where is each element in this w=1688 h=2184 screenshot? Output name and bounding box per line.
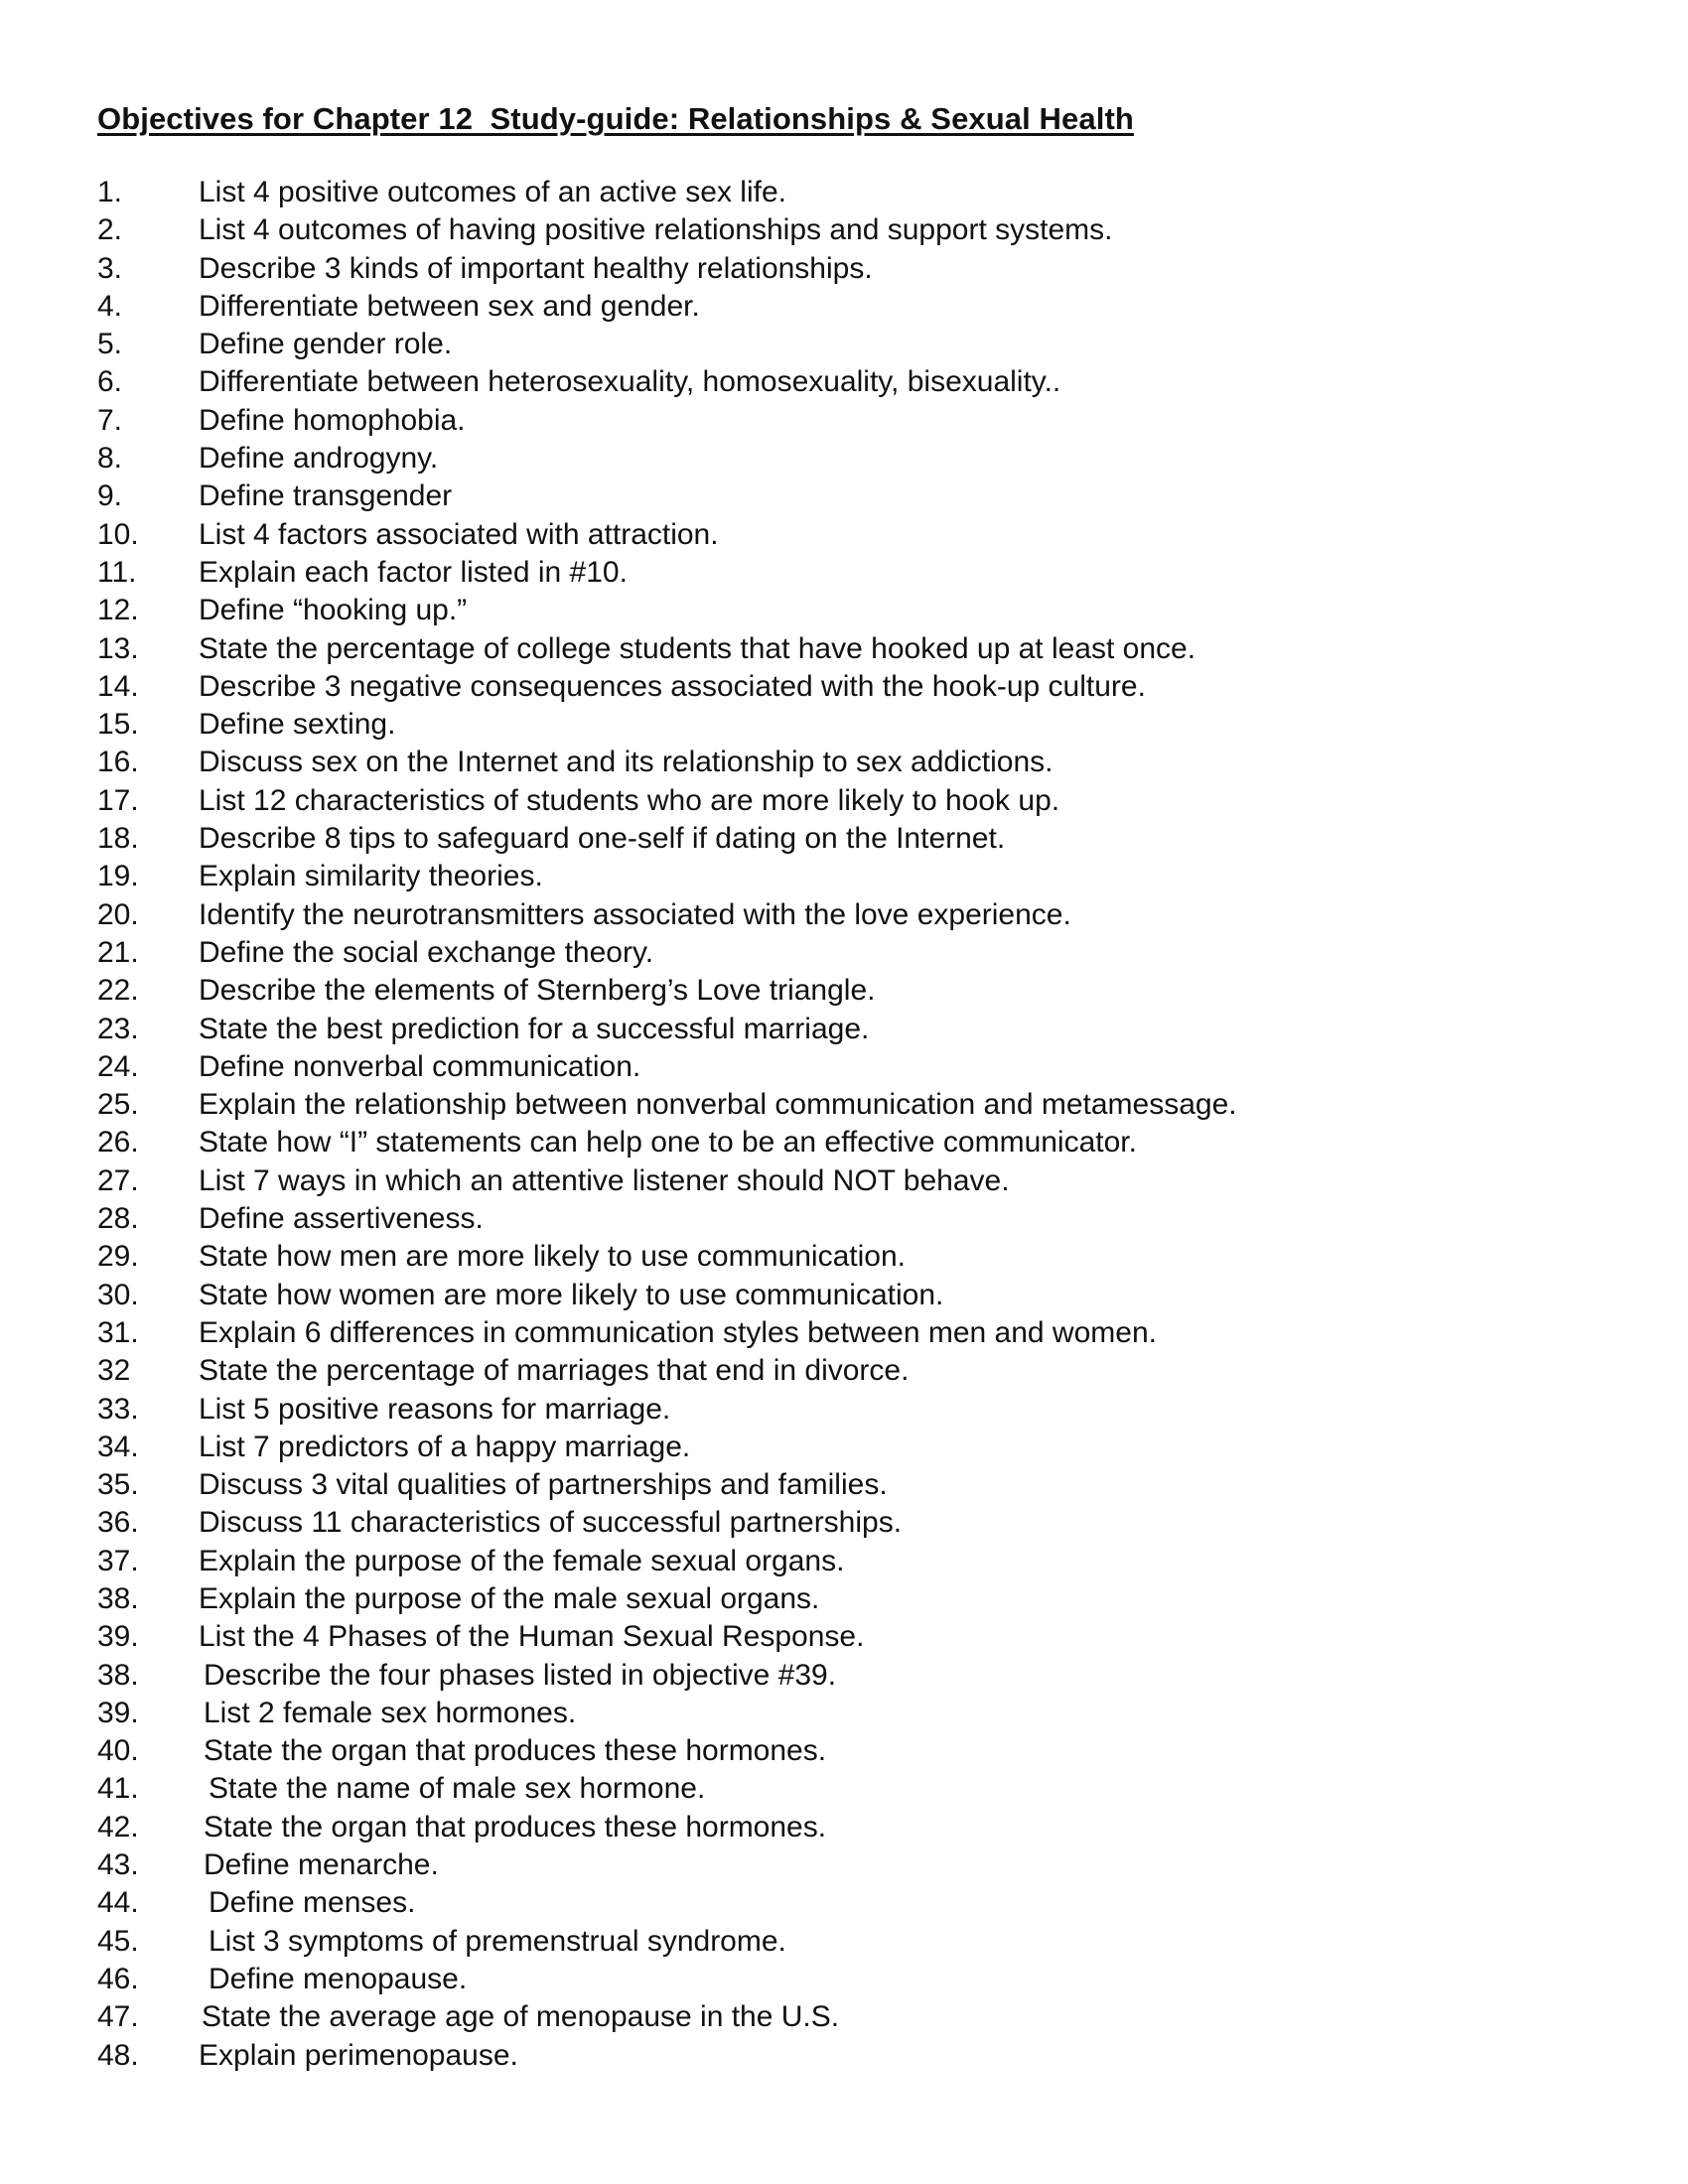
objective-number: 45. xyxy=(97,1924,139,1958)
objective-text: List 5 positive reasons for marriage. xyxy=(199,1392,671,1426)
objective-text: Describe 8 tips to safeguard one-self if dating on the Internet. xyxy=(199,822,1006,856)
objective-number: 10. xyxy=(97,517,139,551)
objective-number: 17. xyxy=(97,783,139,817)
objective-number: 27. xyxy=(97,1163,139,1197)
objective-text: Define gender role. xyxy=(199,328,453,361)
objective-text: List 4 factors associated with attraction. xyxy=(199,517,719,551)
objective-text: Define “hooking up.” xyxy=(199,594,468,627)
objective-number: 37. xyxy=(97,1544,139,1577)
objective-text: Discuss sex on the Internet and its relationship to sex addictions. xyxy=(199,746,1054,779)
objective-number: 18. xyxy=(97,822,139,856)
objective-text: List the 4 Phases of the Human Sexual Response. xyxy=(199,1620,865,1654)
objective-text: Describe the four phases listed in objective #39. xyxy=(204,1658,837,1692)
objective-number: 21. xyxy=(97,935,139,969)
objective-text: State the name of male sex hormone. xyxy=(209,1772,706,1806)
objective-text: Describe 3 negative consequences associated with the hook-up culture. xyxy=(199,669,1146,703)
objective-text: Define sexting. xyxy=(199,708,396,742)
objective-text: List 3 symptoms of premenstrual syndrome. xyxy=(209,1924,786,1958)
objective-number: 35. xyxy=(97,1468,139,1502)
objective-text: State the average age of menopause in the U.S. xyxy=(202,2000,840,2034)
objective-text: Identify the neurotransmitters associated with the love experience. xyxy=(199,897,1071,931)
objective-number: 25. xyxy=(97,1088,139,1122)
objective-number: 38. xyxy=(97,1658,139,1692)
objective-number: 9. xyxy=(97,479,123,513)
objective-number: 19. xyxy=(97,860,139,893)
objective-text: Explain 6 differences in communication styles between men and women. xyxy=(199,1315,1157,1349)
objective-number: 14. xyxy=(97,669,139,703)
objective-number: 8. xyxy=(97,442,123,476)
objective-number: 41. xyxy=(97,1772,139,1806)
objective-text: Describe 3 kinds of important healthy relationships. xyxy=(199,251,873,285)
objective-number: 2. xyxy=(97,213,123,247)
objective-number: 42. xyxy=(97,1810,139,1843)
objective-number: 34. xyxy=(97,1430,139,1463)
objective-number: 22. xyxy=(97,974,139,1008)
objective-text: Differentiate between sex and gender. xyxy=(199,289,700,323)
objective-number: 32 xyxy=(97,1354,131,1388)
objective-text: Define menarche. xyxy=(204,1848,439,1882)
objective-text: List 4 outcomes of having positive relationships and support systems. xyxy=(199,213,1113,247)
objective-number: 12. xyxy=(97,594,139,627)
objective-text: Define homophobia. xyxy=(199,403,466,437)
objective-number: 43. xyxy=(97,1848,139,1882)
objective-text: List 7 predictors of a happy marriage. xyxy=(199,1430,691,1463)
objective-text: Define the social exchange theory. xyxy=(199,935,654,969)
objective-number: 20. xyxy=(97,897,139,931)
objective-number: 40. xyxy=(97,1734,139,1768)
objective-number: 44. xyxy=(97,1886,139,1920)
objective-text: Define transgender xyxy=(199,479,453,513)
objective-text: Explain similarity theories. xyxy=(199,860,543,893)
objective-text: Define nonverbal communication. xyxy=(199,1049,641,1083)
objective-number: 39. xyxy=(97,1620,139,1654)
objective-text: List 12 characteristics of students who are more likely to hook up. xyxy=(199,783,1060,817)
objective-number: 16. xyxy=(97,746,139,779)
objective-text: Explain the relationship between nonverbal communication and metamessage. xyxy=(199,1088,1237,1122)
objective-number: 3. xyxy=(97,251,123,285)
document-title: Objectives for Chapter 12 Study-guide: Relationships & Sexual Health xyxy=(97,101,1134,136)
objective-number: 5. xyxy=(97,328,123,361)
objective-number: 26. xyxy=(97,1126,139,1160)
objective-text: Explain each factor listed in #10. xyxy=(199,555,628,589)
objective-number: 47. xyxy=(97,2000,139,2034)
objective-text: List 2 female sex hormones. xyxy=(204,1696,577,1729)
objective-number: 36. xyxy=(97,1506,139,1540)
objective-number: 6. xyxy=(97,365,123,399)
objective-text: Define menopause. xyxy=(209,1962,468,1995)
objective-number: 1. xyxy=(97,176,123,208)
objective-text: Explain the purpose of the male sexual organs. xyxy=(199,1581,820,1615)
objective-text: State the percentage of college students that have hooked up at least once. xyxy=(199,631,1196,665)
objective-number: 13. xyxy=(97,631,139,665)
objective-number: 23. xyxy=(97,1012,139,1045)
objective-text: Describe the elements of Sternberg’s Love triangle. xyxy=(199,974,876,1008)
objective-text: State how men are more likely to use communication. xyxy=(199,1240,906,1274)
objective-text: Discuss 3 vital qualities of partnerships and families. xyxy=(199,1468,888,1502)
objective-number: 39. xyxy=(97,1696,139,1729)
objective-text: State the organ that produces these hormones. xyxy=(204,1734,827,1768)
objective-text: List 4 positive outcomes of an active sex life. xyxy=(199,176,786,208)
objective-number: 29. xyxy=(97,1240,139,1274)
objective-number: 7. xyxy=(97,403,123,437)
objective-number: 31. xyxy=(97,1315,139,1349)
objective-number: 28. xyxy=(97,1202,139,1236)
objective-text: State how women are more likely to use communication. xyxy=(199,1278,944,1311)
objective-text: Explain the purpose of the female sexual organs. xyxy=(199,1544,845,1577)
objective-number: 11. xyxy=(97,555,137,589)
objective-number: 38. xyxy=(97,1581,139,1615)
objective-text: Define androgyny. xyxy=(199,442,439,476)
objective-number: 33. xyxy=(97,1392,139,1426)
objective-text: Define assertiveness. xyxy=(199,1202,484,1236)
objective-number: 48. xyxy=(97,2038,139,2072)
objective-text: Discuss 11 characteristics of successful partnerships. xyxy=(199,1506,903,1540)
objective-text: State the percentage of marriages that end in divorce. xyxy=(199,1354,910,1388)
objective-text: Define menses. xyxy=(209,1886,416,1920)
objective-number: 46. xyxy=(97,1962,139,1995)
objective-text: State the organ that produces these hormones. xyxy=(204,1810,827,1843)
objective-text: State the best prediction for a successful marriage. xyxy=(199,1012,870,1045)
objective-text: Explain perimenopause. xyxy=(199,2038,518,2072)
objective-text: State how “I” statements can help one to be an effective communicator. xyxy=(199,1126,1137,1160)
objective-number: 24. xyxy=(97,1049,139,1083)
objective-number: 15. xyxy=(97,708,139,742)
objective-number: 30. xyxy=(97,1278,139,1311)
objective-number: 4. xyxy=(97,289,123,323)
objective-text: Differentiate between heterosexuality, homosexuality, bisexuality.. xyxy=(199,365,1061,399)
objective-text: List 7 ways in which an attentive listener should NOT behave. xyxy=(199,1163,1010,1197)
